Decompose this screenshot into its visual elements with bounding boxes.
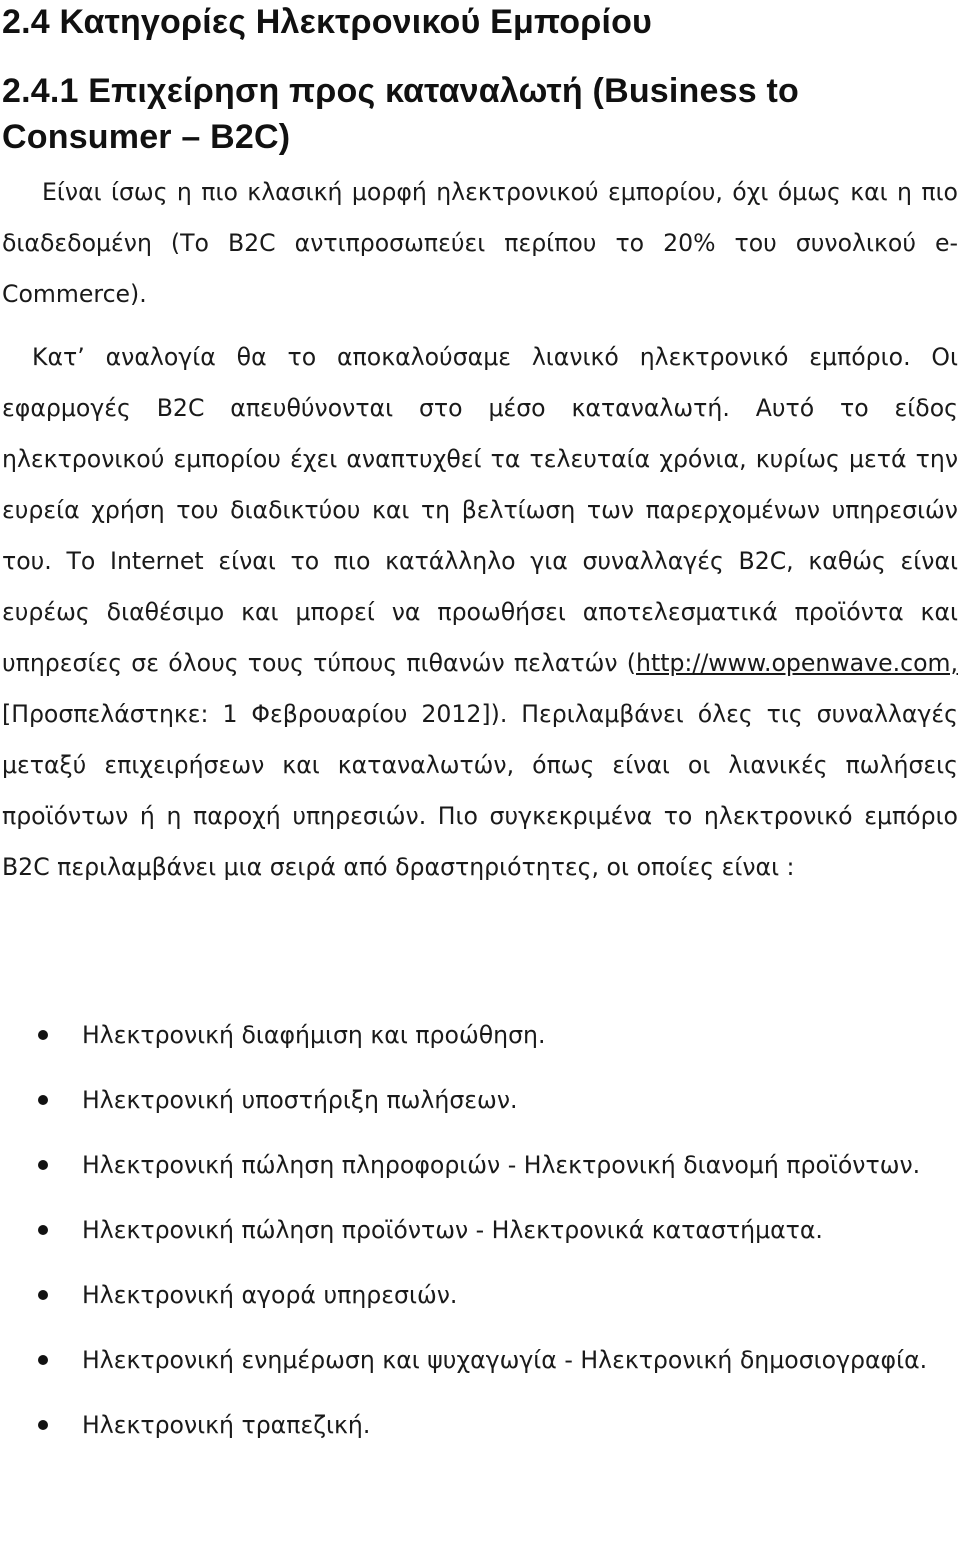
list-item bbox=[0, 1140, 958, 1191]
bullet-icon bbox=[38, 1160, 48, 1170]
list-item-text: Ηλεκτρονική υποστήριξη πωλήσεων. bbox=[82, 1086, 518, 1114]
list-item bbox=[0, 1075, 958, 1126]
bullet-icon bbox=[38, 1290, 48, 1300]
paragraph-description-continued: [Προσπελάστηκε: 1 Φεβρουαρίου 2012]). Περιλαμβάνει όλες τις συναλλαγές μεταξύ επιχειρήσεων και καταναλωτών, όπως είναι οι λιανικές πωλήσεις προϊόντων ή η παροχή υπηρεσιών. Πιο συγκεκριμένα το ηλεκτρονικό εμπόριο B2C περιλαμβάνει μια σειρά από δραστηριότητες, οι οποίες είναι : bbox=[2, 700, 958, 881]
list-item bbox=[0, 1205, 958, 1256]
list-item-text: Ηλεκτρονική πώληση πληροφοριών - Ηλεκτρονική διανομή προϊόντων. bbox=[82, 1151, 921, 1179]
list-item-text: Ηλεκτρονική ενημέρωση και ψυχαγωγία - Ηλεκτρονική δημοσιογραφία. bbox=[82, 1346, 928, 1374]
paragraph-description-text: Κατ’ αναλογία θα το αποκαλούσαμε λιανικό ηλεκτρονικό εμπόριο. Οι εφαρμογές B2C απευθύνονται στο μέσο καταναλωτή. Αυτό το είδος ηλεκτρονικού εμπορίου έχει αναπτυχθεί τα τελευταία χρόνια, κυρίως μετά την ευρεία χρήση του διαδικτύου και τη βελτίωση των παρερχομένων υπηρεσιών του. Το Internet είναι το πιο κατάλληλο για συναλλαγές B2C, καθώς είναι ευρέως διαθέσιμο και μπορεί να προωθήσει αποτελεσματικά προϊόντα και υπηρεσίες σε όλους τους τύπους πιθανών πελατών bbox=[2, 343, 958, 677]
list-item-text: Ηλεκτρονική τραπεζική. bbox=[82, 1411, 371, 1439]
list-item bbox=[0, 1335, 958, 1386]
paragraph-description bbox=[2, 332, 958, 893]
openwave-link[interactable]: http://www.openwave.com, bbox=[635, 649, 958, 677]
list-item bbox=[0, 1400, 958, 1451]
activities-list bbox=[0, 1010, 958, 1451]
bullet-icon bbox=[38, 1095, 48, 1105]
section-heading: 2.4 Κατηγορίες Ηλεκτρονικού Εμπορίου bbox=[2, 3, 653, 41]
list-item-text: Ηλεκτρονική διαφήμιση και προώθηση. bbox=[82, 1021, 546, 1049]
subsection-heading: 2.4.1 Επιχείρηση προς καταναλωτή (Business to Consumer – B2C) bbox=[2, 72, 799, 156]
list-item bbox=[0, 1270, 958, 1321]
list-item bbox=[0, 1010, 958, 1061]
bullet-icon bbox=[38, 1225, 48, 1235]
citation-open-paren: ( bbox=[626, 649, 636, 677]
bullet-icon bbox=[38, 1355, 48, 1365]
bullet-icon bbox=[38, 1420, 48, 1430]
paragraph-intro bbox=[2, 167, 958, 320]
list-item-text: Ηλεκτρονική αγορά υπηρεσιών. bbox=[82, 1281, 458, 1309]
bullet-icon bbox=[38, 1030, 48, 1040]
list-item-text: Ηλεκτρονική πώληση προϊόντων - Ηλεκτρονικά καταστήματα. bbox=[82, 1216, 823, 1244]
paragraph-intro-text: Είναι ίσως η πιο κλασική μορφή ηλεκτρονικού εμπορίου, όχι όμως και η πιο διαδεδομένη (Το B2C αντιπροσωπεύει περίπου το 20% του συνολικού e-Commerce). bbox=[2, 178, 958, 308]
